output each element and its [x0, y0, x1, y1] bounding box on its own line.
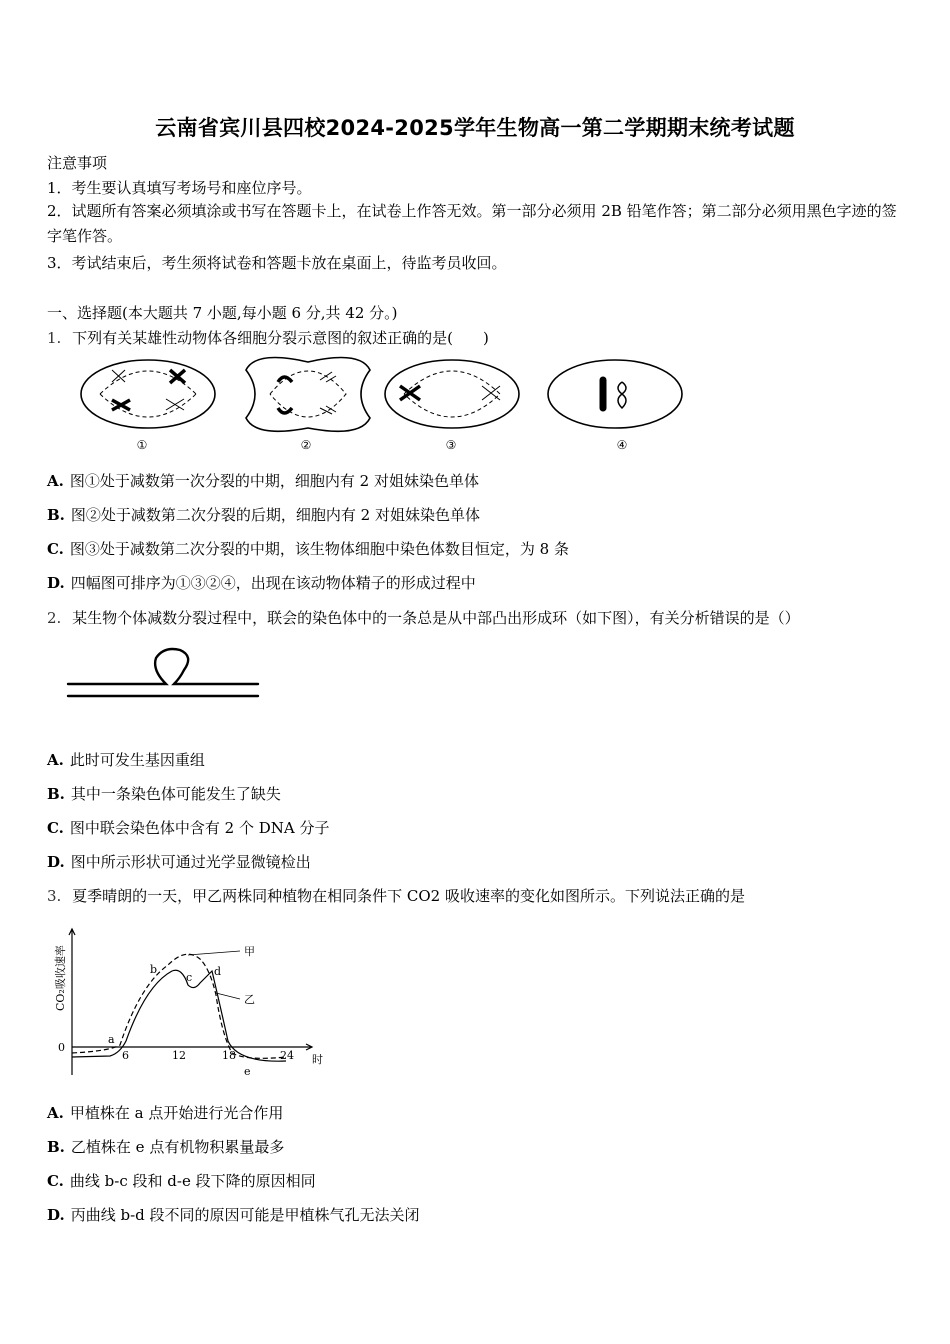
q1-option-d: D. 四幅图可排序为①③②④，出现在该动物体精子的形成过程中	[47, 574, 476, 592]
q3-option-c: C. 曲线 b-c 段和 d-e 段下降的原因相同	[47, 1172, 316, 1190]
q1-option-b: B. 图②处于减数第二次分裂的后期，细胞内有 2 对姐妹染色单体	[47, 506, 480, 524]
tick-6: 6	[122, 1049, 129, 1062]
question-number: 1.	[47, 329, 62, 347]
tick-24: 24	[280, 1049, 294, 1062]
cell-division-figure	[70, 352, 700, 454]
series-jia-line	[72, 954, 286, 1058]
cell-3	[385, 360, 519, 428]
q2-option-a: A. 此时可发生基因重组	[47, 751, 205, 769]
section-heading: 一、选择题(本大题共 7 小题,每小题 6 分,共 42 分。)	[47, 304, 398, 322]
point-c: c	[186, 971, 193, 984]
fig-label-3: ③	[445, 438, 457, 452]
fig-label-4: ④	[616, 438, 628, 452]
legend-jia: 甲	[244, 945, 255, 958]
q1-option-c: C. 图③处于减数第二次分裂的中期，该生物体细胞中染色体数目恒定，为 8 条	[47, 540, 569, 558]
point-d: d	[214, 965, 222, 978]
chromosome-loop-figure	[62, 640, 267, 710]
question-1-stem	[47, 327, 489, 348]
point-e: e	[244, 1065, 251, 1078]
notice-item-1: 1．考生要认真填写考场号和座位序号。	[47, 179, 312, 197]
q2-option-c: C. 图中联会染色体中含有 2 个 DNA 分子	[47, 819, 330, 837]
q2-option-d: D. 图中所示形状可通过光学显微镜检出	[47, 853, 311, 871]
question-number: 3.	[47, 887, 62, 905]
question-text: 某生物个体减数分裂过程中，联会的染色体中的一条总是从中部凸出形成环（如下图），有关分析错误的是（）	[72, 609, 800, 627]
question-3-stem	[47, 885, 745, 906]
y-axis-label: CO₂吸收速率	[54, 945, 67, 1011]
page-title: 云南省宾川县四校2024-2025学年生物高一第二学期期末统考试题	[155, 116, 795, 140]
question-text: 下列有关某雄性动物体各细胞分裂示意图的叙述正确的是( )	[72, 329, 489, 347]
question-2-stem	[47, 607, 800, 628]
notice-item-2: 2．试题所有答案必须填涂或书写在答题卡上，在试卷上作答无效。第一部分必须用 2B 铅笔作答；第二部分必须用黑色字迹的签字笔作答。	[47, 202, 897, 245]
notice-heading: 注意事项	[47, 154, 108, 172]
q1-option-a: A. 图①处于减数第一次分裂的中期，细胞内有 2 对姐妹染色单体	[47, 472, 479, 490]
tick-12: 12	[172, 1049, 186, 1062]
cell-1	[81, 360, 215, 428]
point-a: a	[108, 1033, 115, 1046]
cell-4	[548, 360, 682, 428]
fig-label-2: ②	[300, 438, 312, 452]
q3-option-b: B. 乙植株在 e 点有机物积累量最多	[47, 1138, 285, 1156]
co2-rate-chart	[50, 925, 340, 1085]
cell-2	[246, 358, 370, 432]
legend-yi: 乙	[244, 993, 255, 1006]
tick-0: 0	[58, 1041, 65, 1054]
question-text: 夏季晴朗的一天，甲乙两株同种植物在相同条件下 CO2 吸收速率的变化如图所示。下列说法正确的是	[72, 887, 745, 905]
q3-option-d: D. 丙曲线 b-d 段不同的原因可能是甲植株气孔无法关闭	[47, 1206, 420, 1224]
notice-item-3: 3．考试结束后，考生须将试卷和答题卡放在桌面上，待监考员收回。	[47, 254, 507, 272]
question-number: 2.	[47, 609, 62, 627]
q2-option-b: B. 其中一条染色体可能发生了缺失	[47, 785, 281, 803]
q3-option-a: A. 甲植株在 a 点开始进行光合作用	[47, 1104, 284, 1122]
x-axis-label: 时	[312, 1053, 323, 1066]
fig-label-1: ①	[136, 438, 148, 452]
tick-18: 18	[222, 1049, 236, 1062]
point-b: b	[150, 963, 158, 976]
